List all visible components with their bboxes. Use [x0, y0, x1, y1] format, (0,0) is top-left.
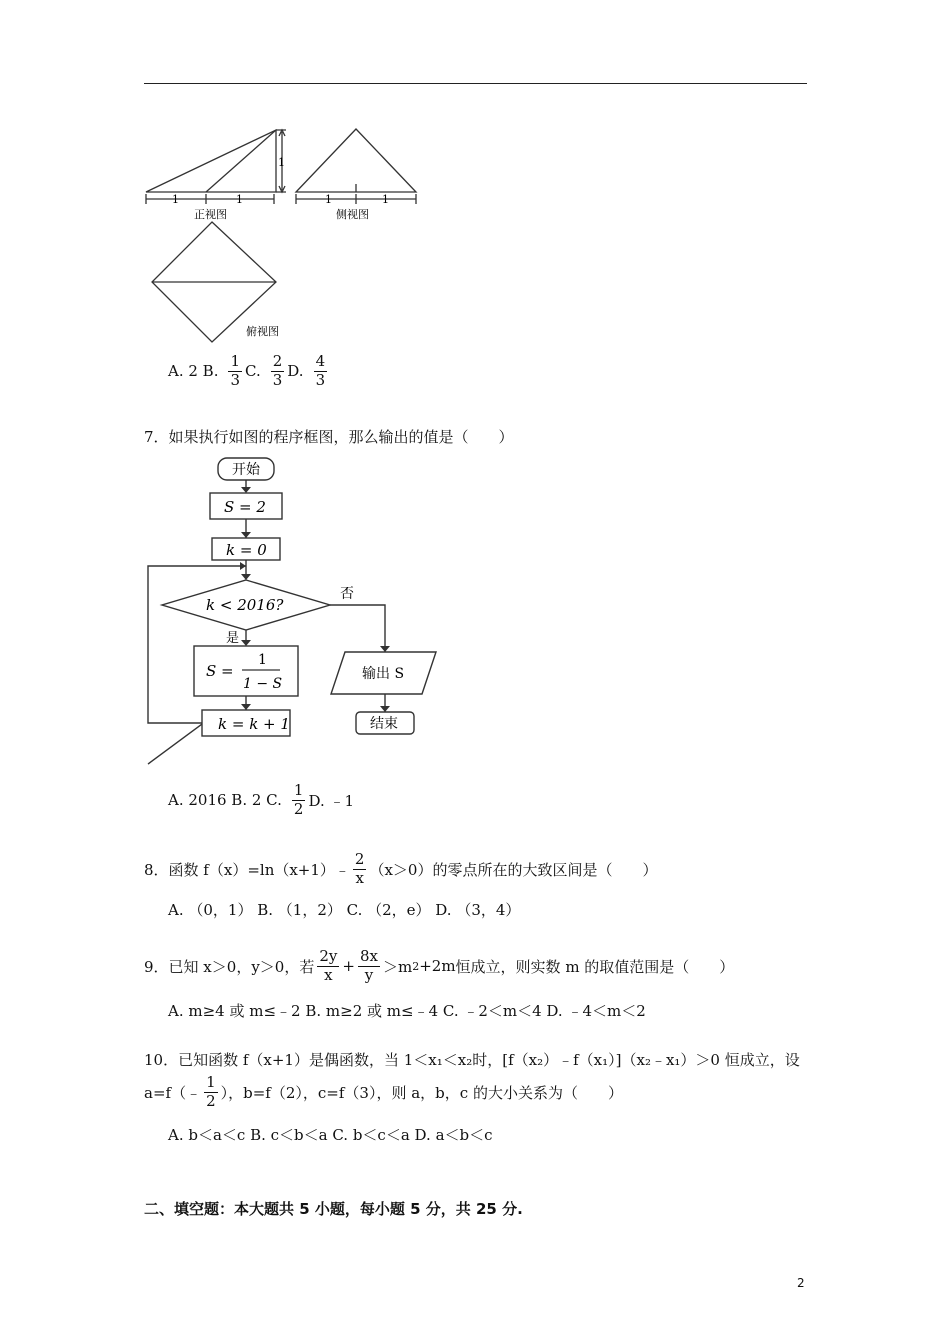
q7-options-abc: A. 2016 B. 2 C. [168, 791, 282, 810]
q10-line2-pre: a=f（﹣ [144, 1083, 202, 1102]
flow-start: 开始 [232, 462, 260, 478]
side-dim-label-1: 1 [325, 193, 332, 206]
q8-options: A. （0，1） B. （1，2） C. （2，e） D. （3，4） [168, 901, 521, 919]
q8-stem-pre: 8．函数 f（x）=ln（x+1）﹣ [144, 860, 350, 879]
flow-k-init: k = 0 [226, 541, 267, 559]
q6-option-d-frac: $\frac{4}{3}$ [315, 352, 326, 389]
page-number: 2 [797, 1276, 805, 1290]
q10-options: A. b＜a＜c B. c＜b＜a C. b＜c＜a D. a＜b＜c [168, 1126, 493, 1144]
flow-output: 输出 S [362, 666, 405, 682]
flow-end: 结束 [370, 716, 398, 732]
q10-line2 [144, 1075, 623, 1110]
front-view-label: 正视图 [194, 208, 227, 221]
side-dim-label-2: 1 [382, 193, 389, 206]
header-rule [144, 83, 807, 84]
q7-stem: 7．如果执行如图的程序框图，那么输出的值是（ ） [144, 428, 514, 446]
q8-stem [144, 852, 657, 887]
flow-no-label: 否 [340, 586, 354, 602]
q9-options: A. m≥4 或 m≤﹣2 B. m≥2 或 m≤﹣4 C. ﹣2＜m＜4 D. ﹣4＜m＜2 [168, 1002, 646, 1020]
q9-frac-2: $\frac{8x}{y}$ [359, 947, 378, 984]
q9-stem-pre: 9．已知 x＞0，y＞0，若 [144, 957, 315, 976]
q6-option-c-frac: $\frac{2}{3}$ [272, 352, 283, 389]
q8-frac: $\frac{2}{x}$ [354, 850, 365, 887]
flow-condition: k < 2016? [206, 596, 284, 614]
side-view-label: 侧视图 [336, 208, 369, 221]
q9-stem-mid: +2m [419, 957, 456, 976]
flow-s-update-den: 1 − S [243, 676, 283, 692]
q9-gt: ＞m [382, 957, 413, 976]
q6-option-c-label: C. [245, 362, 261, 381]
q8-stem-post: （x＞0）的零点所在的大致区间是（ ） [369, 860, 658, 879]
flow-k-update: k = k + 1 [218, 715, 290, 733]
front-height-label: 1 [278, 156, 285, 169]
q7-option-c-frac: $\frac{1}{2}$ [293, 781, 304, 818]
section-2-heading: 二、填空题：本大题共 5 小题，每小题 5 分，共 25 分. [144, 1200, 523, 1218]
flow-yes-label: 是 [226, 631, 240, 646]
front-dim-label-2: 1 [236, 193, 243, 206]
q10-line1: 10．已知函数 f（x+1）是偶函数，当 1＜x₁＜x₂时，[f（x₂）﹣f（x₁）]（x₂﹣x₁）＞0 恒成立，设 [144, 1051, 800, 1069]
q10-line2-post: ），b=f（2），c=f（3），则 a，b，c 的大小关系为（ ） [220, 1083, 623, 1102]
q9-sup: 2 [412, 959, 420, 973]
q6-options [168, 354, 330, 389]
q9-plus: + [342, 957, 355, 976]
q9-stem-post: 恒成立，则实数 m 的取值范围是（ ） [455, 957, 735, 976]
q10-frac: $\frac{1}{2}$ [206, 1073, 216, 1110]
q7-flowchart [140, 452, 440, 772]
q9-frac-1: $\frac{2y}{x}$ [319, 947, 338, 984]
q6-option-b-frac: $\frac{1}{3}$ [230, 352, 241, 389]
q6-option-d-label: D. [287, 362, 304, 381]
q7-options [168, 783, 354, 818]
front-dim-label-1: 1 [172, 193, 179, 206]
flow-s-init: S = 2 [224, 498, 266, 516]
top-view-label: 俯视图 [246, 325, 279, 338]
q6-option-a: A. 2 B. [168, 362, 219, 381]
q7-option-d: D. ﹣1 [308, 791, 355, 810]
q6-three-view-figure [140, 122, 430, 347]
flow-s-update-num: 1 [258, 652, 267, 668]
q9-stem [144, 949, 734, 984]
flow-s-update-lhs: S = [206, 662, 234, 680]
